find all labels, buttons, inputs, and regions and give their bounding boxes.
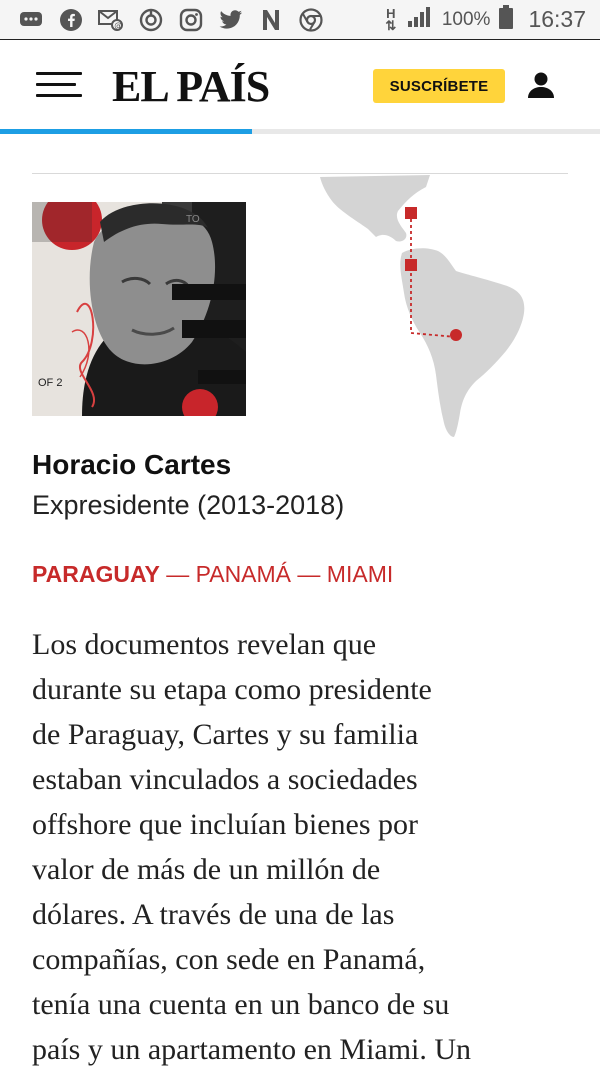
menu-icon-bar-2 (36, 83, 76, 86)
message-icon (18, 7, 44, 33)
menu-icon-bar-3 (36, 94, 82, 97)
article-line: offshore que incluían bienes por (32, 808, 419, 841)
portrait-image (32, 202, 246, 416)
sync-icon (138, 7, 164, 33)
map-marker-panama (405, 259, 417, 271)
map-marker-paraguay (450, 329, 462, 341)
twitter-icon (218, 7, 244, 33)
network-type (384, 5, 398, 33)
user-icon[interactable] (527, 71, 555, 99)
status-bar (0, 0, 600, 40)
article-body (32, 622, 577, 1067)
facebook-icon (58, 7, 84, 33)
article-line: tenía una cuenta en un banco de su (32, 988, 450, 1021)
portrait-label: OF 2 (38, 377, 63, 389)
route-map (310, 175, 560, 440)
route-origin: PARAGUAY (32, 561, 160, 587)
article-line: valor de más de un millón de (32, 853, 381, 886)
n-app-icon (258, 7, 284, 33)
battery-percent: 100% (441, 8, 491, 30)
system-status (384, 4, 586, 36)
chrome-icon (298, 7, 324, 33)
signal-icon (406, 5, 434, 35)
notification-icons (18, 7, 324, 33)
data-arrows-icon: ⇅ (385, 17, 397, 33)
person-name: Horacio Cartes (32, 449, 232, 480)
clock: 16:37 (528, 6, 586, 32)
reading-progress-bar (0, 129, 600, 134)
reading-progress-fill (0, 129, 252, 134)
site-logo[interactable]: EL PAÍS (112, 62, 270, 111)
article-line: compañías, con sede en Panamá, (32, 943, 426, 976)
menu-button[interactable] (36, 72, 82, 98)
section-divider (32, 173, 568, 174)
route-label (32, 561, 393, 588)
menu-icon-bar-1 (36, 72, 82, 75)
email-icon (98, 7, 124, 33)
svg-text:TO: TO (186, 214, 200, 225)
article-line: de Paraguay, Cartes y su familia (32, 718, 419, 751)
site-header (0, 41, 600, 129)
instagram-icon (178, 7, 204, 33)
subscribe-button[interactable]: SUSCRÍBETE (373, 69, 505, 103)
network-type-label: H (386, 5, 396, 21)
article-line: estaban vinculados a sociedades (32, 763, 418, 796)
route-destinations: — PANAMÁ — MIAMI (159, 561, 394, 587)
article-line: Los documentos revelan que (32, 628, 377, 661)
person-role: Expresidente (2013-2018) (32, 490, 345, 520)
svg-text:@: @ (114, 20, 123, 30)
map-marker-miami (405, 207, 417, 219)
article-line: dólares. A través de una de las (32, 898, 395, 931)
article-line: durante su etapa como presidente (32, 673, 432, 706)
battery-icon (498, 4, 514, 36)
article-line: país y un apartamento en Miami. Un (32, 1033, 472, 1066)
